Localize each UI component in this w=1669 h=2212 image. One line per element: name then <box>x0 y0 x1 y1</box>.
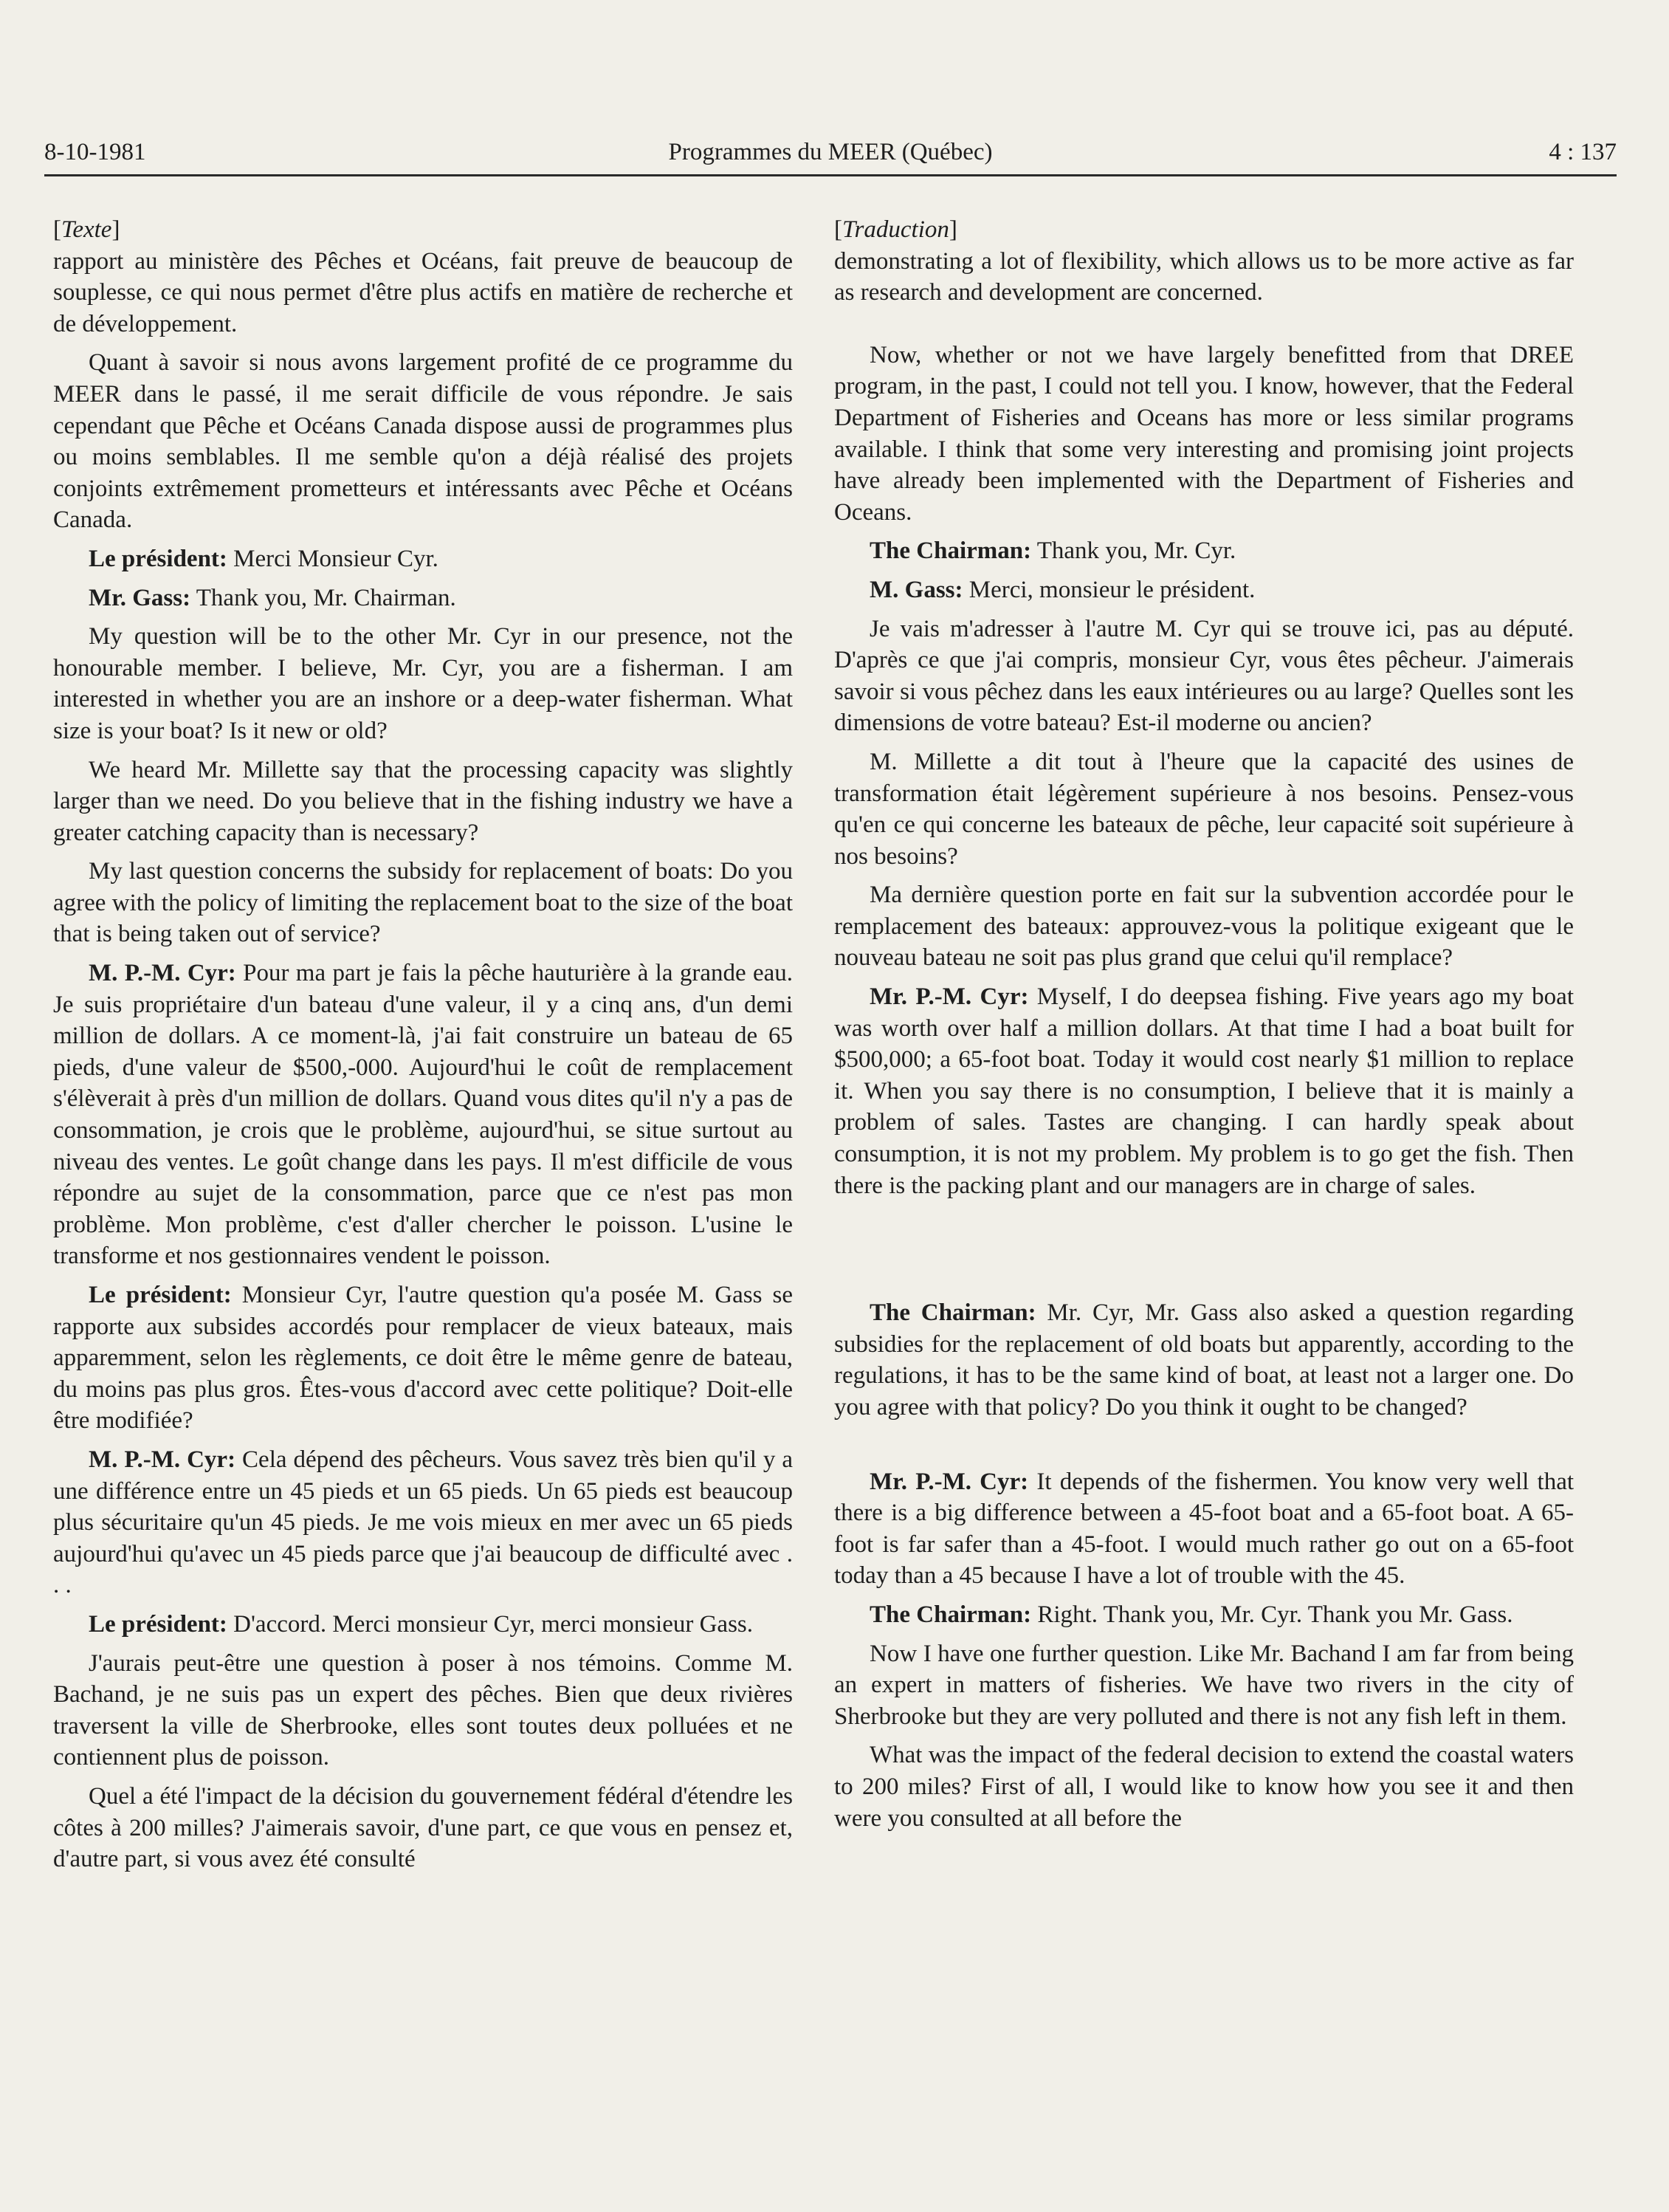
paragraph-text: Now I have one further question. Like Mr. Bachand I am far from being an expert in matters of fisheries. We have two rivers in the city of Sherbrooke but they are very polluted and there is not any fish left in them. <box>834 1640 1574 1730</box>
left-column <box>53 214 793 1883</box>
paragraph-text: Thank you, Mr. Chairman. <box>190 584 456 611</box>
paragraph <box>53 958 793 1272</box>
paragraph <box>834 614 1574 739</box>
paragraph <box>53 1444 793 1601</box>
paragraph-text: Cela dépend des pêcheurs. Vous savez très bien qu'il y a une différence entre un 45 pieds et un 65 pieds. Un 65 pieds est beaucoup plus sécuritaire qu'un 45 pieds. Je me vois mieux en mer avec un 65 pieds aujourd'hui qu'avec un 45 pieds parce que j'ai beaucoup de difficulté avec . . . <box>53 1446 793 1599</box>
right-column <box>834 214 1574 1841</box>
paragraph <box>834 1739 1574 1834</box>
paragraph <box>53 543 793 575</box>
paragraph-text: Quant à savoir si nous avons largement profité de ce programme du MEER dans le passé, il me serait difficile de vous répondre. Je sais cependant que Pêche et Océans Canada dispose aussi de programmes plus ou moins semblables. Il me semble qu'on a déjà réalisé des projets conjoints extrêmement prometteurs et intéressants avec Pêche et Océans Canada. <box>53 349 793 534</box>
speaker-name: Le président: <box>89 1282 232 1308</box>
header-page-number: 4 : 137 <box>1549 139 1617 165</box>
speaker-name: The Chairman: <box>870 537 1032 565</box>
speaker-name: Mr. Gass: <box>89 584 191 611</box>
paragraph <box>834 1638 1574 1733</box>
paragraph <box>53 1609 793 1641</box>
paragraph <box>53 347 793 536</box>
speaker-name: Le président: <box>89 545 227 572</box>
speaker-name: Mr. P.-M. Cyr: <box>870 983 1029 1011</box>
paragraph <box>53 621 793 746</box>
header-rule <box>44 174 1617 176</box>
paragraph-text: D'accord. Merci monsieur Cyr, merci monsieur Gass. <box>227 1610 754 1638</box>
paragraph <box>834 1599 1574 1631</box>
paragraph <box>53 246 793 340</box>
paragraph <box>834 746 1574 872</box>
paragraph-text: Quel a été l'impact de la décision du gouvernement fédéral d'étendre les côtes à 200 milles? J'aimerais savoir, d'une part, ce que vous en pensez et, d'autre part, si vous avez été consulté <box>53 1782 793 1873</box>
paragraph-text: Thank you, Mr. Cyr. <box>1031 537 1236 565</box>
paragraph <box>834 340 1574 529</box>
paragraph-text: Pour ma part je fais la pêche hauturière à la grande eau. Je suis propriétaire d'un bateau d'une valeur, il y a cinq ans, d'un demi million de dollars. A ce moment-là, j'ai fait construire un bateau de 65 pieds, d'une valeur de $500,-000. Aujourd'hui le coût de remplacement s'élèverait à près d'un million de dollars. Quand vous dites qu'il n'y a pas de consommation, je crois que le problème, aujourd'hui, se situe surtout au niveau des ventes. Le goût change dans les pays. Il m'est difficile de vous répondre au sujet de la consommation, parce que ce n'est pas mon problème. Mon problème, c'est d'aller chercher le poisson. L'usine le transforme et nos gestionnaires vendent le poisson. <box>53 960 793 1270</box>
speaker-name: The Chairman: <box>870 1601 1032 1628</box>
paragraph-text: My last question concerns the subsidy for replacement of boats: Do you agree with the policy of limiting the replacement boat to the size of the boat that is being taken out of service? <box>53 858 793 948</box>
speaker-name: Le président: <box>89 1610 227 1638</box>
paragraph <box>834 1297 1574 1423</box>
paragraph-text: What was the impact of the federal decision to extend the coastal waters to 200 miles? First of all, I would like to know how you see it and then were you consulted at all before the <box>834 1742 1574 1832</box>
paragraph <box>53 856 793 950</box>
speaker-name: Mr. P.-M. Cyr: <box>870 1468 1029 1495</box>
paragraph-text: My question will be to the other Mr. Cyr in our presence, not the honourable member. I believe, Mr. Cyr, you are a fisherman. I am interested in whether you are an inshore or a deep-water fisherman. What size is your boat? Is it new or old? <box>53 623 793 744</box>
paragraph-text: demonstrating a lot of flexibility, which allows us to be more active as far as research and development are concerned. <box>834 247 1574 306</box>
column-label: [Texte] <box>53 216 120 243</box>
paragraph-text: Monsieur Cyr, l'autre question qu'a posée M. Gass se rapporte aux subsides accordés pour remplacer de vieux bateaux, mais apparemment, selon les règlements, ce doit être le même genre de bateau, du moins pas plus gros. Êtes-vous d'accord avec cette politique? Doit-elle être modifiée? <box>53 1282 793 1435</box>
paragraph-text: Je vais m'adresser à l'autre M. Cyr qui se trouve ici, pas au député. D'après ce que j'ai compris, monsieur Cyr, vous êtes pêcheur. J'aimerais savoir si vous pêchez dans les eaux intérieures ou au large? Quelles sont les dimensions de votre bateau? Est-il moderne ou ancien? <box>834 615 1574 737</box>
paragraph-text: Now, whether or not we have largely benefitted from that DREE program, in the past, I could not tell you. I know, however, that the Federal Department of Fisheries and Oceans has more or less similar programs available. I think that some very interesting and promising joint projects have already been implemented with the Department of Fisheries and Oceans. <box>834 341 1574 526</box>
paragraph-text: Merci Monsieur Cyr. <box>227 545 438 572</box>
speaker-name: M. P.-M. Cyr: <box>89 1446 236 1473</box>
paragraph <box>53 583 793 614</box>
page-header <box>44 139 1617 176</box>
paragraph-text: Right. Thank you, Mr. Cyr. Thank you Mr. Gass. <box>1031 1601 1513 1628</box>
speaker-name: M. Gass: <box>870 576 963 603</box>
paragraph-text: Merci, monsieur le président. <box>963 576 1256 603</box>
speaker-name: M. P.-M. Cyr: <box>89 960 236 987</box>
paragraph <box>834 246 1574 309</box>
paragraph <box>834 981 1574 1201</box>
paragraph-text: rapport au ministère des Pêches et Océans, fait preuve de beaucoup de souplesse, ce qui nous permet d'être plus actifs en matière de recherche et de développement. <box>53 247 793 337</box>
paragraph <box>53 1648 793 1773</box>
paragraph-text: Mr. Cyr, Mr. Gass also asked a question regarding subsidies for the replacement of old boats but apparently, according to the regulations, it has to be the same kind of boat, at least not a larger one. Do you agree with that policy? Do you think it ought to be changed? <box>834 1299 1575 1421</box>
paragraph-text: Myself, I do deepsea fishing. Five years ago my boat was worth over half a million dollars. At that time I had a boat built for $500,000; a 65-foot boat. Today it would cost nearly $1 million to replace it. When you say there is no consumption, I believe that it is mainly a problem of sales. Tastes are changing. I can hardly speak about consumption, it is not my problem. My problem is to go get the fish. Then there is the packing plant and our managers are in charge of sales. <box>834 983 1574 1199</box>
paragraph-text: We heard Mr. Millette say that the processing capacity was slightly larger than we need. Do you believe that in the fishing industry we have a greater catching capacity than is necessary? <box>53 756 793 846</box>
paragraph-text: M. Millette a dit tout à l'heure que la capacité des usines de transformation était légèrement supérieure à nos besoins. Pensez-vous qu'en ce qui concerne les bateaux de pêche, leur capacité soit supérieure à nos besoins? <box>834 748 1574 870</box>
paragraph-text: It depends of the fishermen. You know very well that there is a big difference between a 45-foot boat and a 65-foot boat. A 65-foot is far safer than a 45-foot. I would much rather go out on a 65-foot today than a 45 because I have a lot of trouble with the 45. <box>834 1468 1575 1590</box>
paragraph <box>834 879 1574 974</box>
paragraph <box>834 1466 1574 1592</box>
paragraph <box>53 1280 793 1437</box>
paragraph <box>834 574 1574 606</box>
paragraph <box>53 755 793 849</box>
header-date: 8-10-1981 <box>44 139 146 165</box>
paragraph <box>53 1781 793 1875</box>
paragraph <box>834 535 1574 567</box>
column-label: [Traduction] <box>834 216 957 243</box>
header-title: Programmes du MEER (Québec) <box>668 139 993 165</box>
paragraph-text: Ma dernière question porte en fait sur la subvention accordée pour le remplacement des bateaux: approuvez-vous la politique exigeant que le nouveau bateau ne soit pas plus grand que celui qu'il remplace? <box>834 882 1574 972</box>
paragraph-text: J'aurais peut-être une question à poser à nos témoins. Comme M. Bachand, je ne suis pas un expert des pêches. Bien que deux rivières traversent la ville de Sherbrooke, elles sont toutes deux polluées et ne contiennent plus de poisson. <box>53 1649 793 1771</box>
speaker-name: The Chairman: <box>870 1299 1036 1327</box>
